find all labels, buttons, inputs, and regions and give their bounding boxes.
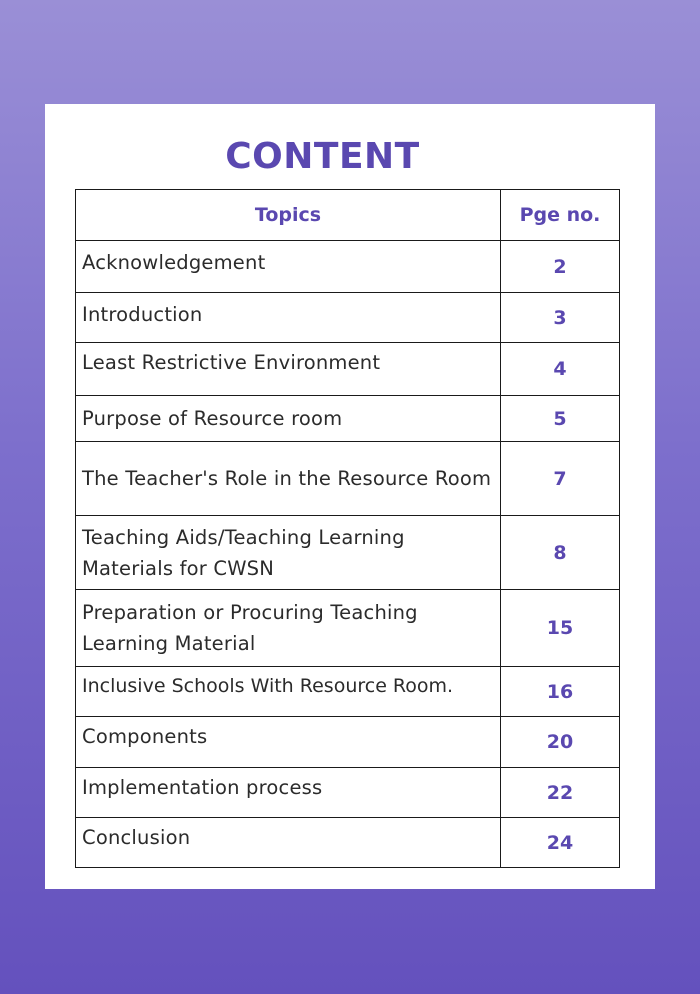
page-number-header: Pge no.	[501, 190, 620, 241]
topic-cell: Least Restrictive Environment	[76, 343, 501, 396]
table-row	[76, 396, 620, 442]
table-row	[76, 241, 620, 293]
topic-cell: Implementation process	[76, 768, 501, 818]
table-row	[76, 717, 620, 768]
page-cell: 8	[501, 516, 620, 590]
table-header-row	[76, 190, 620, 241]
topic-cell: Preparation or Procuring Teaching Learning Material	[76, 590, 501, 667]
table-row	[76, 667, 620, 717]
page-cell: 24	[501, 818, 620, 868]
topic-cell: Conclusion	[76, 818, 501, 868]
topic-cell: Components	[76, 717, 501, 768]
table-row	[76, 818, 620, 868]
page-cell: 7	[501, 442, 620, 516]
topic-cell: Acknowledgement	[76, 241, 501, 293]
topic-cell: Introduction	[76, 293, 501, 343]
page-cell: 16	[501, 667, 620, 717]
table-row	[76, 516, 620, 590]
topic-cell: The Teacher's Role in the Resource Room	[76, 442, 501, 516]
table-row	[76, 590, 620, 667]
table-row	[76, 343, 620, 396]
topic-cell: Teaching Aids/Teaching Learning Materials for CWSN	[76, 516, 501, 590]
page-cell: 20	[501, 717, 620, 768]
table-row	[76, 768, 620, 818]
page-cell: 3	[501, 293, 620, 343]
page-cell: 5	[501, 396, 620, 442]
topic-cell: Inclusive Schools With Resource Room.	[76, 667, 501, 717]
contents-table	[75, 189, 620, 868]
page-cell: 15	[501, 590, 620, 667]
page-cell: 2	[501, 241, 620, 293]
page-cell: 4	[501, 343, 620, 396]
topic-cell: Purpose of Resource room	[76, 396, 501, 442]
table-row	[76, 442, 620, 516]
page-cell: 22	[501, 768, 620, 818]
page-title: CONTENT	[225, 136, 420, 177]
topics-header: Topics	[76, 190, 501, 241]
table-row	[76, 293, 620, 343]
